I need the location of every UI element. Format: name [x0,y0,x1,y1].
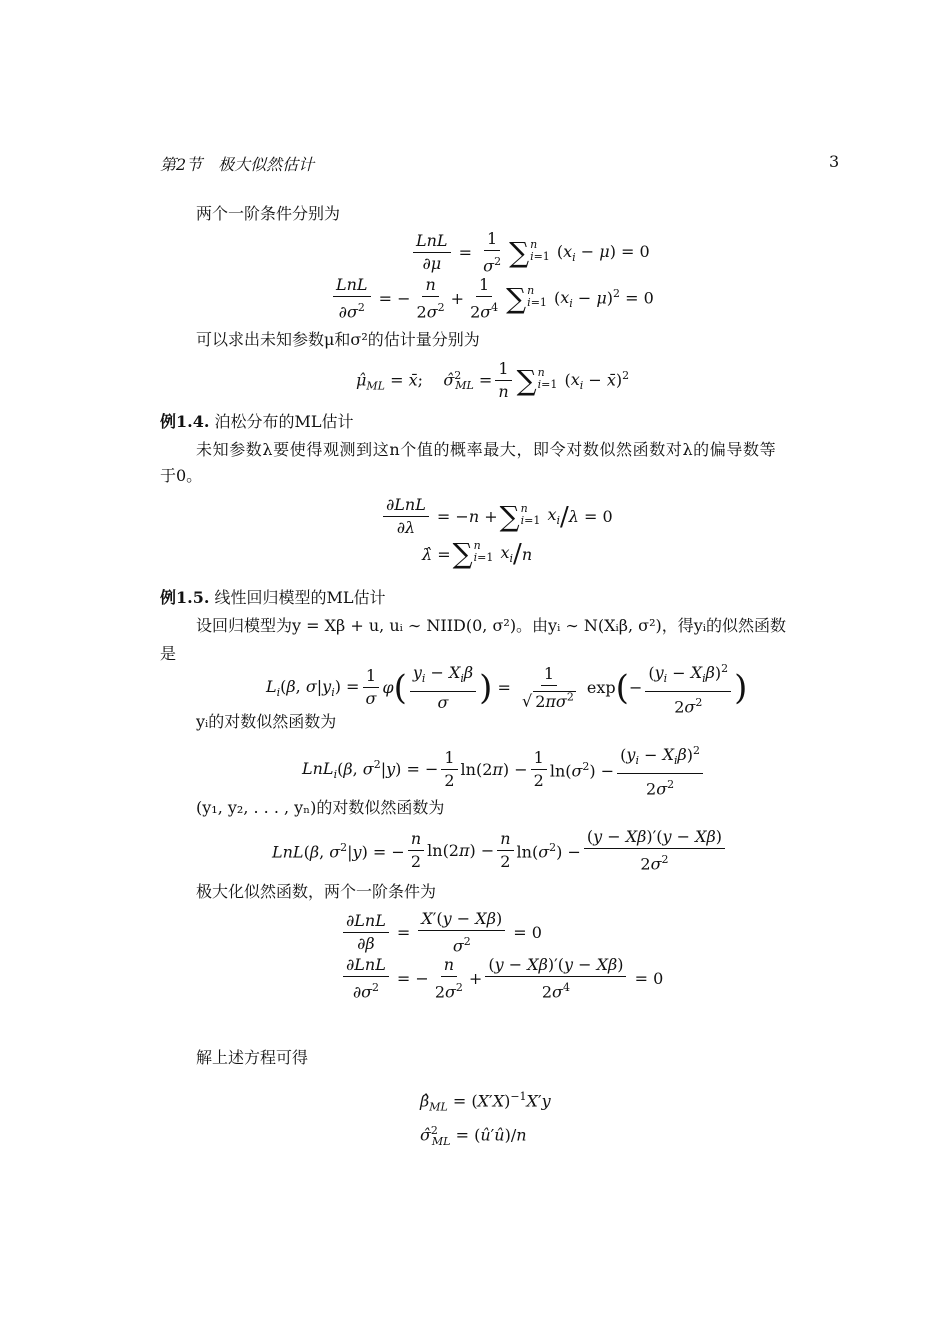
paragraph-solve: 解上述方程可得 [196,1048,309,1067]
paragraph-first-order-conditions: 两个一阶条件分别为 [196,204,341,223]
example-label: 例1.4. [160,412,210,431]
equation-dlnl-dmu: $\frac{\text{LnL}}{\partial\mu}$ = $\frac{1}{\sigma^2}$ ∑ n i=1 $(x_i - \mu) = 0$ [410,230,650,275]
example-title: 线性回归模型的ML估计 [214,588,386,607]
example-label: 例1.5. [160,588,210,607]
running-header: 第2节 极大似然估计 [160,155,315,174]
paragraph-maximize: 极大化似然函数，两个一阶条件为 [196,882,437,901]
page-number: 3 [829,152,840,171]
equation-ml-estimators: $\mû_{ML}$ = x̄; σ̂$^2_{ML}$ = $\frac{1}{n}$ ∑ n i=1 ($x_i$ − x̄)$^2$ [356,359,630,401]
paragraph-estimators-intro: 可以求出未知参数μ和σ²的估计量分别为 [196,330,480,349]
equation-likelihood-yi: $L_i(\beta$, $\sigma|y_i$) = $\frac{1}{\sigma}$ φ ( $\frac{y_i - X_i\beta}{\sigma}$ ) = $\frac{1}{√ 2\pi\sigma^2}$ exp ( − $\frac{(y_i - X_i\beta)^2}{2\sigma^2}$ ) [266,662,748,716]
equation-log-likelihood-yi: LnL$_i$(β, $\sigma^2|y$) = − $\frac{1}{2}$ ln(2π) − $\frac{1}{2}$ $\ln(\sigma^2)$ − $\frac{(y_i - X_i\beta)^2}{2\sigma^2}$ [302,742,706,798]
paragraph-log-likelihood-yi: yᵢ的对数似然函数为 [196,712,337,731]
example-1-4-heading [160,410,354,434]
equation-beta-hat: $\betâ_{ML} = (X'X)^{-1}X'y$ [420,1090,551,1114]
equation-sigma2-hat: σ̂$^2_{ML}$ = (û′û)/n [420,1124,527,1148]
paragraph-regression-line2: 是 [160,644,177,663]
equation-lambda-hat: λ̂ = ∑ n i=1 $x_i$ / n [422,537,533,570]
example-1-5-heading [160,586,386,610]
equation-dlnl-dsigma2: $\frac{\text{LnL}}{\partial\sigma^2}$ = − $\frac{n}{2\sigma^2}$ + $\frac{1}{2\sigma^4}$ ∑ n i=1 $(x_i - \mu)^2 = 0$ [330,276,654,321]
equation-dlnl-dbeta: $\frac{\text{∂LnL}}{\partial\beta}$ = $\frac{X'(y - X\beta)}{\sigma^2}$ = 0 [340,910,542,955]
paragraph-poisson-line2: 于0。 [160,466,203,485]
equation-dlnl-dlambda: $\frac{\text{∂LnL}}{\partial\lambda}$ = −n + ∑ n i=1 $x_i$ / λ = 0 [380,496,613,537]
paragraph-regression-line1: 设回归模型为y = Xβ + u, uᵢ ∼ NIID(0, σ²)。由yᵢ ∼ N(Xᵢβ, σ²)，得yᵢ的似然函数 [196,616,787,635]
equation-dlnl-dsigma2-regression: $\frac{\text{∂LnL}}{\partial\sigma^2}$ = − $\frac{n}{2\sigma^2}$ + $\frac{(y - X\beta)'(y - X\beta)}{2\sigma^4}$ = 0 [340,956,663,1001]
paragraph-poisson-line1: 未知参数λ要使得观测到这n个值的概率最大，即令对数似然函数对λ的偏导数等 [196,440,777,459]
equation-joint-log-likelihood: LnL(β, $\sigma^2|y$) = − $\frac{n}{2}$ ln(2π) − $\frac{n}{2}$ $\ln(\sigma^2)$ − $\frac{(y - X\beta)'(y - X\beta)}{2\sigma^2}$ [272,828,728,873]
paragraph-joint-log-likelihood: (y₁, y₂, . . . , yₙ)的对数似然函数为 [196,798,445,817]
example-title: 泊松分布的ML估计 [214,412,354,431]
